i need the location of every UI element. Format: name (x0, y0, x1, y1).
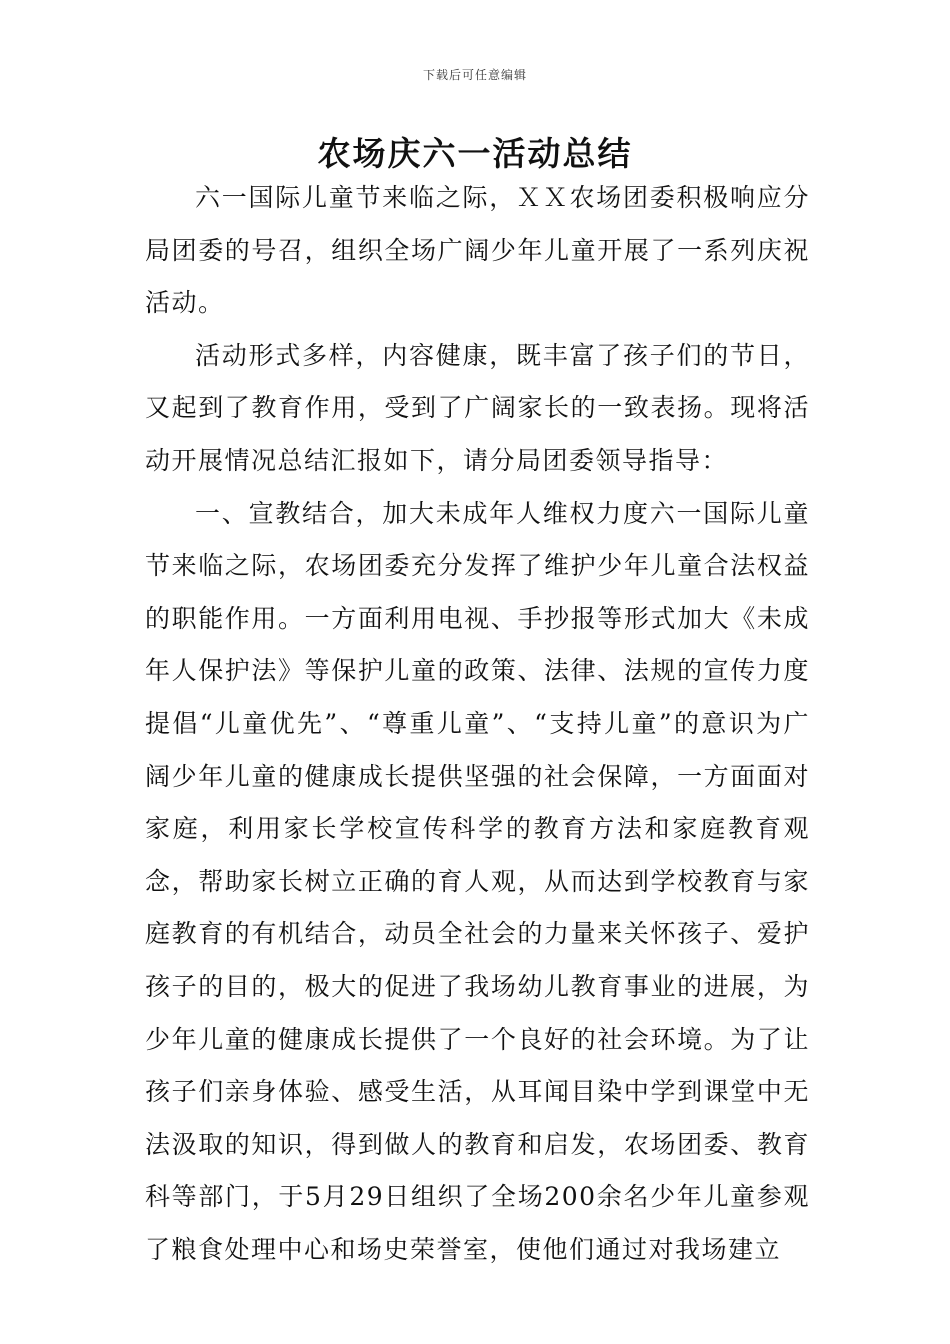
document-body (145, 172, 810, 1276)
document-title: 农场庆六一活动总结 (317, 134, 633, 173)
paragraph-intro: 六一国际儿童节来临之际，ＸＸ农场团委积极响应分局团委的号召，组织全场广阔少年儿童开展了一系列庆祝活动。 (145, 183, 810, 318)
header-note: 下载后可任意编辑 (422, 68, 527, 82)
paragraph-summary: 活动形式多样，内容健康，既丰富了孩子们的节日，又起到了教育作用，受到了广阔家长的一致表扬。现将活动开展情况总结汇报如下，请分局团委领导指导： (145, 340, 810, 475)
paragraph-section-one: 一、宣教结合，加大未成年人维权力度六一国际儿童节来临之际，农场团委充分发挥了维护少年儿童合法权益的职能作用。一方面利用电视、手抄报等形式加大《未成年人保护法》等保护儿童的政策、法律、法规的宣传力度提倡“儿童优先”、“尊重儿童”、“支持儿童”的意识为广阔少年儿童的健康成长提供坚强的社会保障，一方面面对家庭，利用家长学校宣传科学的教育方法和家庭教育观念，帮助家长树立正确的育人观，从而达到学校教育与家庭教育的有机结合，动员全社会的力量来关怀孩子、爱护孩子的目的，极大的促进了我场幼儿教育事业的进展，为少年儿童的健康成长提供了一个良好的社会环境。为了让孩子们亲身体验、感受生活，从耳闻目染中学到课堂中无法汲取的知识，得到做人的教育和启发，农场团委、教育科等部门，于5月29日组织了全场200余名少年儿童参观了粮食处理中心和场史荣誉室，使他们通过对我场建立 (145, 498, 810, 1264)
